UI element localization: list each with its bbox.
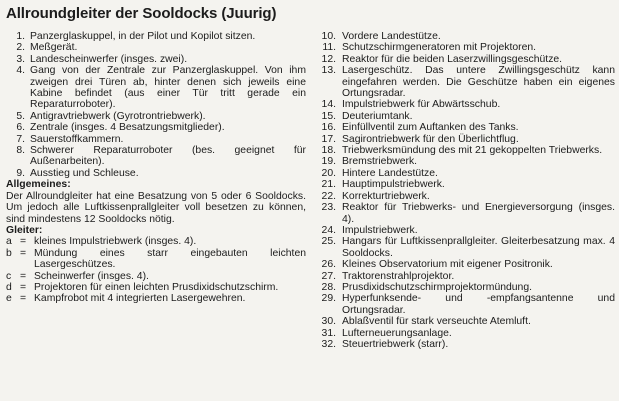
legend-item-number: 7. bbox=[16, 133, 25, 145]
legend-item-number: 9. bbox=[16, 167, 25, 179]
legend-item-text: Prusdixidschutzschirmprojektormündung. bbox=[342, 281, 532, 293]
legend-item bbox=[318, 191, 615, 202]
left-legend-list bbox=[6, 31, 306, 179]
legend-item-number: 11. bbox=[322, 42, 336, 54]
legend-item-number: 17. bbox=[321, 133, 336, 145]
legend-item-number: 24. bbox=[321, 224, 336, 236]
legend-item-text: Traktorenstrahlprojektor. bbox=[342, 270, 455, 282]
legend-item-text: Gang von der Zentrale zur Panzerglaskuppel. Von ihm zweigen drei Türen ab, hinter denen sich jeweils eine Kabine befindet (aus einer Tür tritt gerade ein Reparaturroboter). bbox=[30, 65, 306, 111]
legend-item-text: Landescheinwerfer (insges. zwei). bbox=[30, 53, 188, 65]
legend-item-number: 22. bbox=[321, 190, 336, 202]
legend-item bbox=[318, 134, 615, 145]
legend-item-text: Schwerer Reparaturroboter (bes. geeignet für Außenarbeiten). bbox=[30, 145, 306, 168]
legend-item bbox=[318, 316, 615, 327]
legend-item bbox=[318, 236, 615, 259]
gleiter-item-equals: = bbox=[20, 247, 27, 259]
gleiter-item-equals: = bbox=[20, 236, 27, 248]
legend-item-text: Reaktor für Triebwerks- und Energieversorgung (insges. 4). bbox=[342, 202, 615, 225]
legend-item-text: Impulstriebwerk. bbox=[342, 224, 418, 236]
gleiter-item bbox=[6, 271, 306, 282]
legend-item-number: 1. bbox=[16, 31, 25, 42]
legend-item-number: 5. bbox=[16, 110, 25, 122]
legend-item bbox=[318, 42, 615, 53]
legend-item-text: Bremstriebwerk. bbox=[342, 156, 418, 168]
legend-item bbox=[318, 168, 615, 179]
legend-item-text: Ablaßventil für stark verseuchte Atemluft. bbox=[342, 316, 531, 328]
gleiter-item-text: Projektoren für einen leichten Prusdixidschutzschirm. bbox=[34, 281, 279, 293]
legend-item-number: 27. bbox=[321, 270, 336, 282]
legend-item bbox=[6, 54, 306, 65]
legend-item bbox=[318, 328, 615, 339]
gleiter-item bbox=[6, 282, 306, 293]
legend-item-number: 15. bbox=[321, 110, 336, 122]
gleiter-item-text: Scheinwerfer (insges. 4). bbox=[34, 270, 149, 282]
legend-item bbox=[6, 65, 306, 111]
legend-item-text: Deuteriumtank. bbox=[342, 110, 413, 122]
legend-item-number: 10. bbox=[321, 31, 336, 42]
right-legend-list bbox=[318, 31, 615, 350]
legend-item-text: Sauerstoffkammern. bbox=[30, 133, 124, 145]
legend-item-number: 2. bbox=[16, 42, 25, 54]
gleiter-item-equals: = bbox=[20, 270, 27, 282]
legend-item bbox=[318, 99, 615, 110]
gleiter-item-text: Mündung eines starr eingebauten leichten Lasergeschützes. bbox=[34, 247, 306, 271]
legend-item bbox=[318, 111, 615, 122]
document-title: Allroundgleiter der Sooldocks (Juurig) bbox=[6, 5, 277, 22]
legend-item-text: Antigravtriebwerk (Gyrotrontriebwerk). bbox=[30, 110, 206, 122]
legend-item bbox=[318, 145, 615, 156]
legend-item-text: Zentrale (insges. 4 Besatzungsmitglieder). bbox=[30, 122, 225, 134]
legend-item bbox=[318, 225, 615, 236]
legend-item-number: 30. bbox=[321, 316, 336, 328]
legend-item-text: Impulstriebwerk für Abwärtsschub. bbox=[342, 99, 501, 111]
gleiter-item-key: d bbox=[6, 281, 12, 293]
legend-item bbox=[6, 145, 306, 168]
legend-item-text: Schutzschirmgeneratoren mit Projektoren. bbox=[342, 42, 537, 54]
legend-item-text: Meßgerät. bbox=[30, 42, 78, 54]
legend-item bbox=[318, 271, 615, 282]
legend-item-number: 20. bbox=[321, 167, 336, 179]
legend-item-number: 21. bbox=[321, 179, 336, 191]
legend-item-text: Vordere Landestütze. bbox=[342, 31, 441, 42]
legend-item bbox=[6, 42, 306, 53]
legend-item-number: 13. bbox=[321, 65, 336, 77]
gleiter-item bbox=[6, 248, 306, 271]
legend-item bbox=[318, 202, 615, 225]
legend-item-number: 19. bbox=[321, 156, 336, 168]
legend-item bbox=[318, 54, 615, 65]
legend-item-text: Lufterneuerungsanlage. bbox=[342, 327, 452, 339]
legend-item-text: Lasergeschütz. Das untere Zwillingsgeschütz kann eingefahren werden. Die Geschütze haben ein eigenes Ortungsradar. bbox=[342, 65, 615, 100]
gleiter-item-text: Kampfrobot mit 4 integrierten Lasergewehren. bbox=[34, 293, 246, 305]
legend-item-text: Kleines Observatorium mit eigener Positronik. bbox=[342, 259, 553, 271]
legend-item bbox=[318, 339, 615, 350]
legend-item-text: Hauptimpulstriebwerk. bbox=[342, 179, 445, 191]
gleiter-item-key: c bbox=[6, 270, 12, 282]
legend-item bbox=[6, 134, 306, 145]
left-column bbox=[6, 31, 306, 305]
legend-item-number: 28. bbox=[321, 281, 336, 293]
legend-item-text: Hintere Landestütze. bbox=[342, 167, 438, 179]
gleiter-legend-list bbox=[6, 236, 306, 304]
legend-item-number: 14. bbox=[321, 99, 336, 111]
legend-item bbox=[318, 31, 615, 42]
legend-item bbox=[318, 293, 615, 316]
legend-item-text: Steuertriebwerk (starr). bbox=[342, 338, 449, 350]
gleiter-item-key: e bbox=[6, 293, 12, 305]
gleiter-item-key: a bbox=[6, 236, 12, 248]
gleiter-item-equals: = bbox=[20, 293, 27, 305]
legend-item-number: 4. bbox=[16, 65, 25, 77]
legend-item-text: Sagirontriebwerk für den Überlichtflug. bbox=[342, 133, 519, 145]
legend-item-number: 16. bbox=[321, 122, 336, 134]
gleiter-item-equals: = bbox=[20, 281, 27, 293]
legend-item-text: Korrekturtriebwerk. bbox=[342, 190, 430, 202]
legend-item bbox=[6, 122, 306, 133]
legend-item bbox=[6, 31, 306, 42]
legend-item bbox=[318, 65, 615, 99]
legend-item-text: Ausstieg und Schleuse. bbox=[30, 167, 139, 179]
legend-item-number: 18. bbox=[321, 145, 336, 157]
legend-item-text: Panzerglaskuppel, in der Pilot und Kopilot sitzen. bbox=[30, 31, 256, 42]
legend-item-text: Triebwerksmündung des mit 21 gekoppelten Triebwerks. bbox=[342, 145, 603, 157]
gleiter-heading: Gleiter: bbox=[6, 224, 43, 236]
legend-item-number: 25. bbox=[321, 236, 336, 248]
legend-item-text: Hyperfunksende- und -empfangsantenne und Ortungsradar. bbox=[342, 293, 615, 316]
legend-item-number: 8. bbox=[16, 145, 25, 157]
legend-item-number: 6. bbox=[16, 122, 25, 134]
allgemeines-text: Der Allroundgleiter hat eine Besatzung von 5 oder 6 Sooldocks. Um jedoch alle Luftkissenprallgleiter voll besetzen zu können, sind mindestens 12 Sooldocks nötig. bbox=[6, 190, 306, 225]
gleiter-item bbox=[6, 293, 306, 304]
gleiter-item bbox=[6, 236, 306, 247]
legend-item-number: 32. bbox=[321, 338, 336, 350]
legend-item bbox=[318, 259, 615, 270]
legend-item bbox=[6, 111, 306, 122]
legend-item-text: Hangars für Luftkissenprallgleiter. Gleiterbesatzung max. 4 Sooldocks. bbox=[342, 236, 615, 259]
legend-item-number: 12. bbox=[321, 53, 336, 65]
legend-item-number: 23. bbox=[321, 202, 336, 214]
gleiter-item-key: b bbox=[6, 247, 12, 259]
legend-item-number: 3. bbox=[16, 53, 25, 65]
legend-item-text: Reaktor für die beiden Laserzwillingsgeschütze. bbox=[342, 53, 563, 65]
legend-item-number: 26. bbox=[321, 259, 336, 271]
legend-item bbox=[318, 179, 615, 190]
legend-item-number: 31. bbox=[321, 327, 336, 339]
right-column bbox=[318, 31, 615, 350]
gleiter-item-text: kleines Impulstriebwerk (insges. 4). bbox=[34, 236, 197, 248]
legend-item-text: Einfüllventil zum Auftanken des Tanks. bbox=[342, 122, 519, 134]
legend-item-number: 29. bbox=[321, 293, 336, 305]
legend-item bbox=[318, 122, 615, 133]
legend-item bbox=[318, 156, 615, 167]
legend-item bbox=[318, 282, 615, 293]
allgemeines-heading: Allgemeines: bbox=[6, 179, 71, 191]
legend-item bbox=[6, 168, 306, 179]
